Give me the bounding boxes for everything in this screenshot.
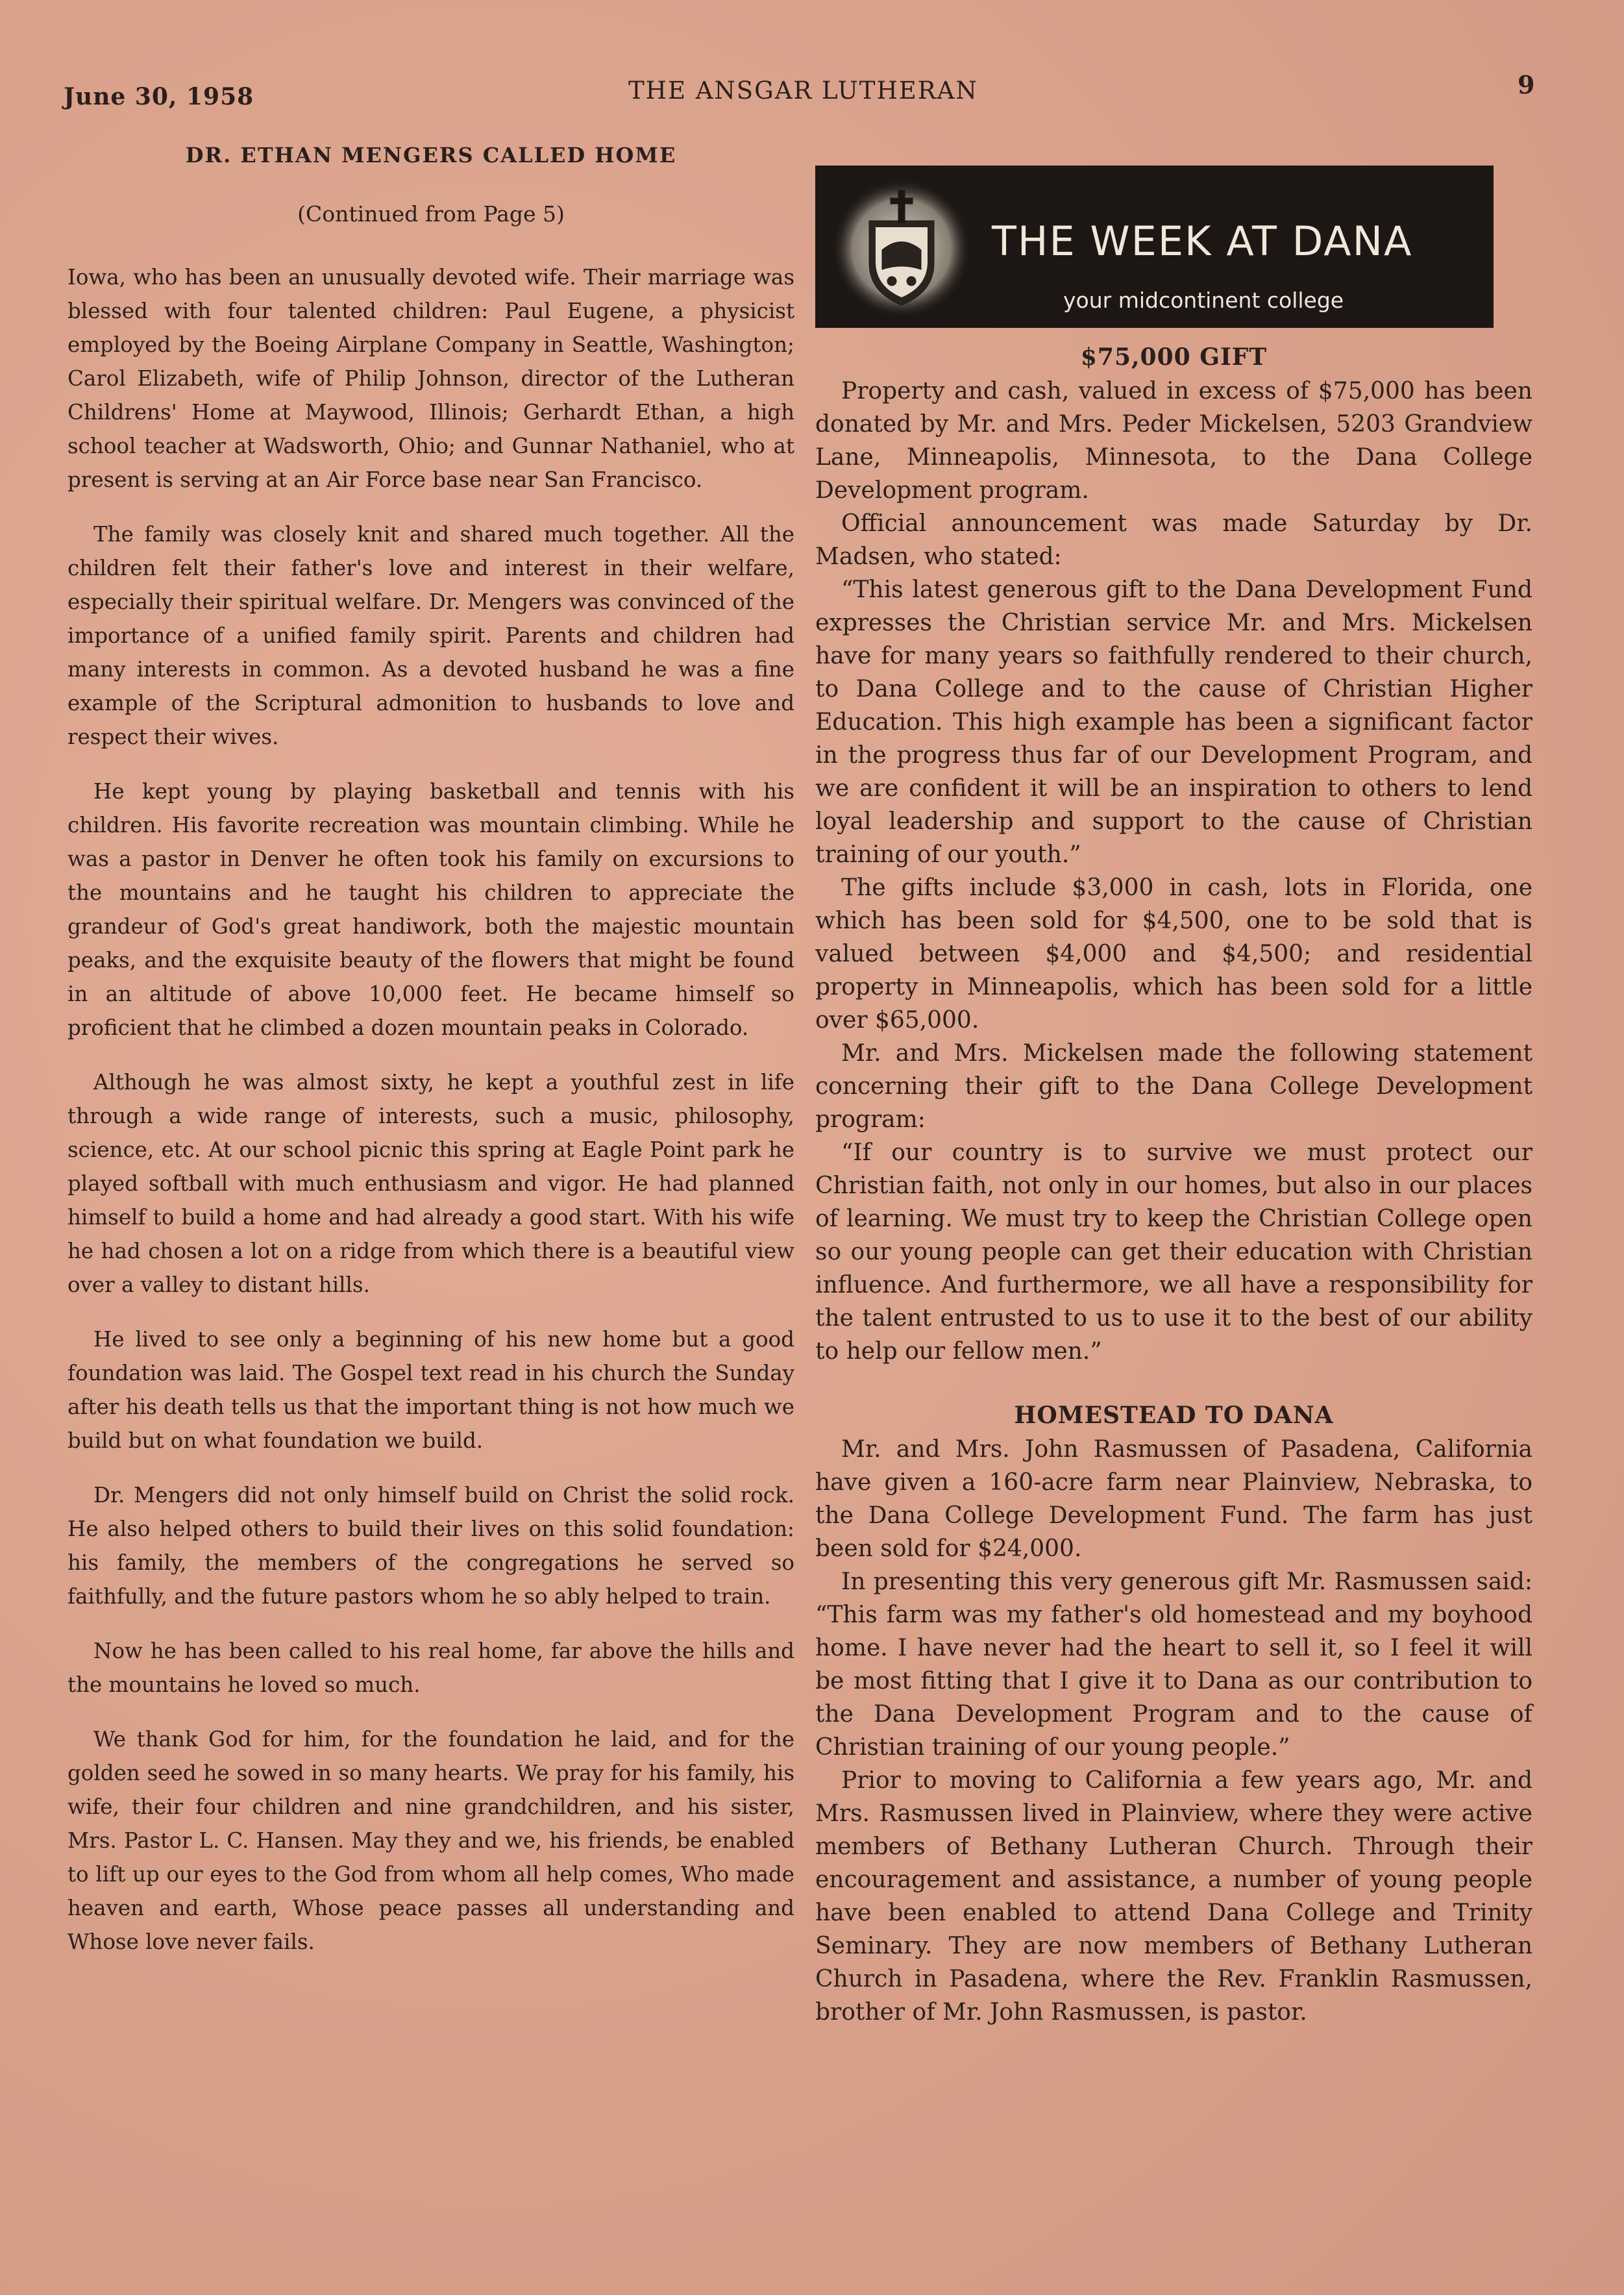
- obituary-title: DR. ETHAN MENGERS CALLED HOME: [185, 143, 677, 167]
- publication-title: THE ANSGAR LUTHERAN: [628, 77, 978, 105]
- gift-paragraph: Mr. and Mrs. Mickelsen made the following statement concerning their gift to the Dana College Development program:: [815, 1040, 1532, 1133]
- homestead-title: HOMESTEAD TO DANA: [1014, 1402, 1334, 1429]
- homestead-paragraph: In presenting this very generous gift Mr. Rasmussen said: “This farm was my father's old homestead and my boyhood home. I have never had the heart to sell it, so I feel it will be most fitting that I give it to Dana as our contribution to the Dana Development Program and to the cause of Christian training of our young people.”: [815, 1569, 1532, 1761]
- obituary-paragraph: Although he was almost sixty, he kept a youthful zest in life through a wide range of interests, such a music, philosophy, science, etc. At our school picnic this spring at Eagle Point park he played softball with much enthusiasm and vigor. He had planned himself to build a home and had already a good start. With his wife he had chosen a lot on a ridge from which there is a beautiful view over a valley to distant hills.: [68, 1070, 794, 1297]
- page-number: 9: [1518, 70, 1535, 99]
- obituary-paragraph: He lived to see only a beginning of his new home but a good foundation was laid. The Gospel text read in his church the Sunday after his death tells us that the important thing is not how much we build but on what foundation we build.: [68, 1327, 794, 1453]
- left-column: [68, 143, 794, 1959]
- banner-title: THE WEEK AT DANA: [992, 217, 1413, 265]
- gift-paragraph: “This latest generous gift to the Dana Development Fund expresses the Christian service Mr. and Mrs. Mickelsen have for many years so faithfully rendered to their church, to Dana College and to the cause of Christian Higher Education. This high example has been a significant factor in the progress thus far of our Development Program, and we are confident it will be an inspiration to others to lend loyal leadership and support to the cause of Christian training of our youth.”: [815, 577, 1532, 868]
- continued-note: (Continued from Page 5): [297, 201, 565, 227]
- homestead-paragraph: Mr. and Mrs. John Rasmussen of Pasadena, California have given a 160-acre farm near Plainview, Nebraska, to the Dana College Development Fund. The farm has just been sold for $24,000.: [815, 1436, 1532, 1562]
- dana-college-crest-icon: [827, 172, 976, 321]
- obituary-paragraph: Iowa, who has been an unusually devoted wife. Their marriage was blessed with four talented children: Paul Eugene, a physicist employed by the Boeing Airplane Company in Seattle, Washington; Carol Elizabeth, wife of Philip Johnson, director of the Lutheran Childrens' Home at Maywood, Illinois; Gerhardt Ethan, a high school teacher at Wadsworth, Ohio; and Gunnar Nathaniel, who at present is serving at an Air Force base near San Francisco.: [68, 265, 794, 492]
- obituary-paragraph: Dr. Mengers did not only himself build on Christ the solid rock. He also helped others to build their lives on this solid foundation: his family, the members of the congregations he served so faithfully, and the future pastors whom he so ably helped to train.: [68, 1483, 794, 1609]
- week-at-dana-banner: [815, 166, 1494, 328]
- gift-paragraph: Official announcement was made Saturday by Dr. Madsen, who stated:: [815, 510, 1532, 570]
- obituary-paragraph: He kept young by playing basketball and tennis with his children. His favorite recreation was mountain climbing. While he was a pastor in Denver he often took his family on excursions to the mountains and he taught his children to appreciate the grandeur of God's great handiwork, both the majestic mountain peaks, and the exquisite beauty of the flowers that might be found in an altitude of above 10,000 feet. He became himself so proficient that he climbed a dozen mountain peaks in Colorado.: [68, 779, 794, 1040]
- obituary-paragraph: We thank God for him, for the foundation he laid, and for the golden seed he sowed in so many hearts. We pray for his family, his wife, their four children and nine grandchildren, and his sister, Mrs. Pastor L. C. Hansen. May they and we, his friends, be enabled to lift up our eyes to the God from whom all help comes, Who made heaven and earth, Whose peace passes all understanding and Whose love never fails.: [68, 1727, 794, 1954]
- issue-date: June 30, 1958: [64, 83, 254, 110]
- gift-title: $75,000 GIFT: [1080, 343, 1268, 371]
- gift-paragraph: Property and cash, valued in excess of $75,000 has been donated by Mr. and Mrs. Peder Mickelsen, 5203 Grandview Lane, Minneapolis, Minnesota, to the Dana College Development program.: [815, 378, 1532, 504]
- obituary-paragraph: Now he has been called to his real home, far above the hills and the mountains he loved so much.: [68, 1639, 794, 1697]
- homestead-paragraph: Prior to moving to California a few years ago, Mr. and Mrs. Rasmussen lived in Plainview, where they were active members of Bethany Lutheran Church. Through their encouragement and assistance, a number of young people have been enabled to attend Dana College and Trinity Seminary. They are now members of Bethany Lutheran Church in Pasadena, where the Rev. Franklin Rasmussen, brother of Mr. John Rasmussen, is pastor.: [815, 1767, 1532, 2026]
- banner-subtitle: your midcontinent college: [1063, 288, 1344, 313]
- right-column: [815, 166, 1532, 2029]
- gift-paragraph: The gifts include $3,000 in cash, lots in Florida, one which has been sold for $4,500, one to be sold that is valued between $4,000 and $4,500; and residential property in Minneapolis, which has been sold for a little over $65,000.: [815, 875, 1532, 1034]
- obituary-paragraph: The family was closely knit and shared much together. All the children felt their father's love and interest in their welfare, especially their spiritual welfare. Dr. Mengers was convinced of the importance of a unified family spirit. Parents and children had many interests in common. As a devoted husband he was a fine example of the Scriptural admonition to husbands to love and respect their wives.: [68, 522, 794, 749]
- gift-paragraph: “If our country is to survive we must protect our Christian faith, not only in our homes, but also in our places of learning. We must try to keep the Christian College open so our young people can get their education with Christian influence. And furthermore, we all have a responsibility for the talent entrusted to us to use it to the best of our ability to help our fellow men.”: [815, 1139, 1532, 1365]
